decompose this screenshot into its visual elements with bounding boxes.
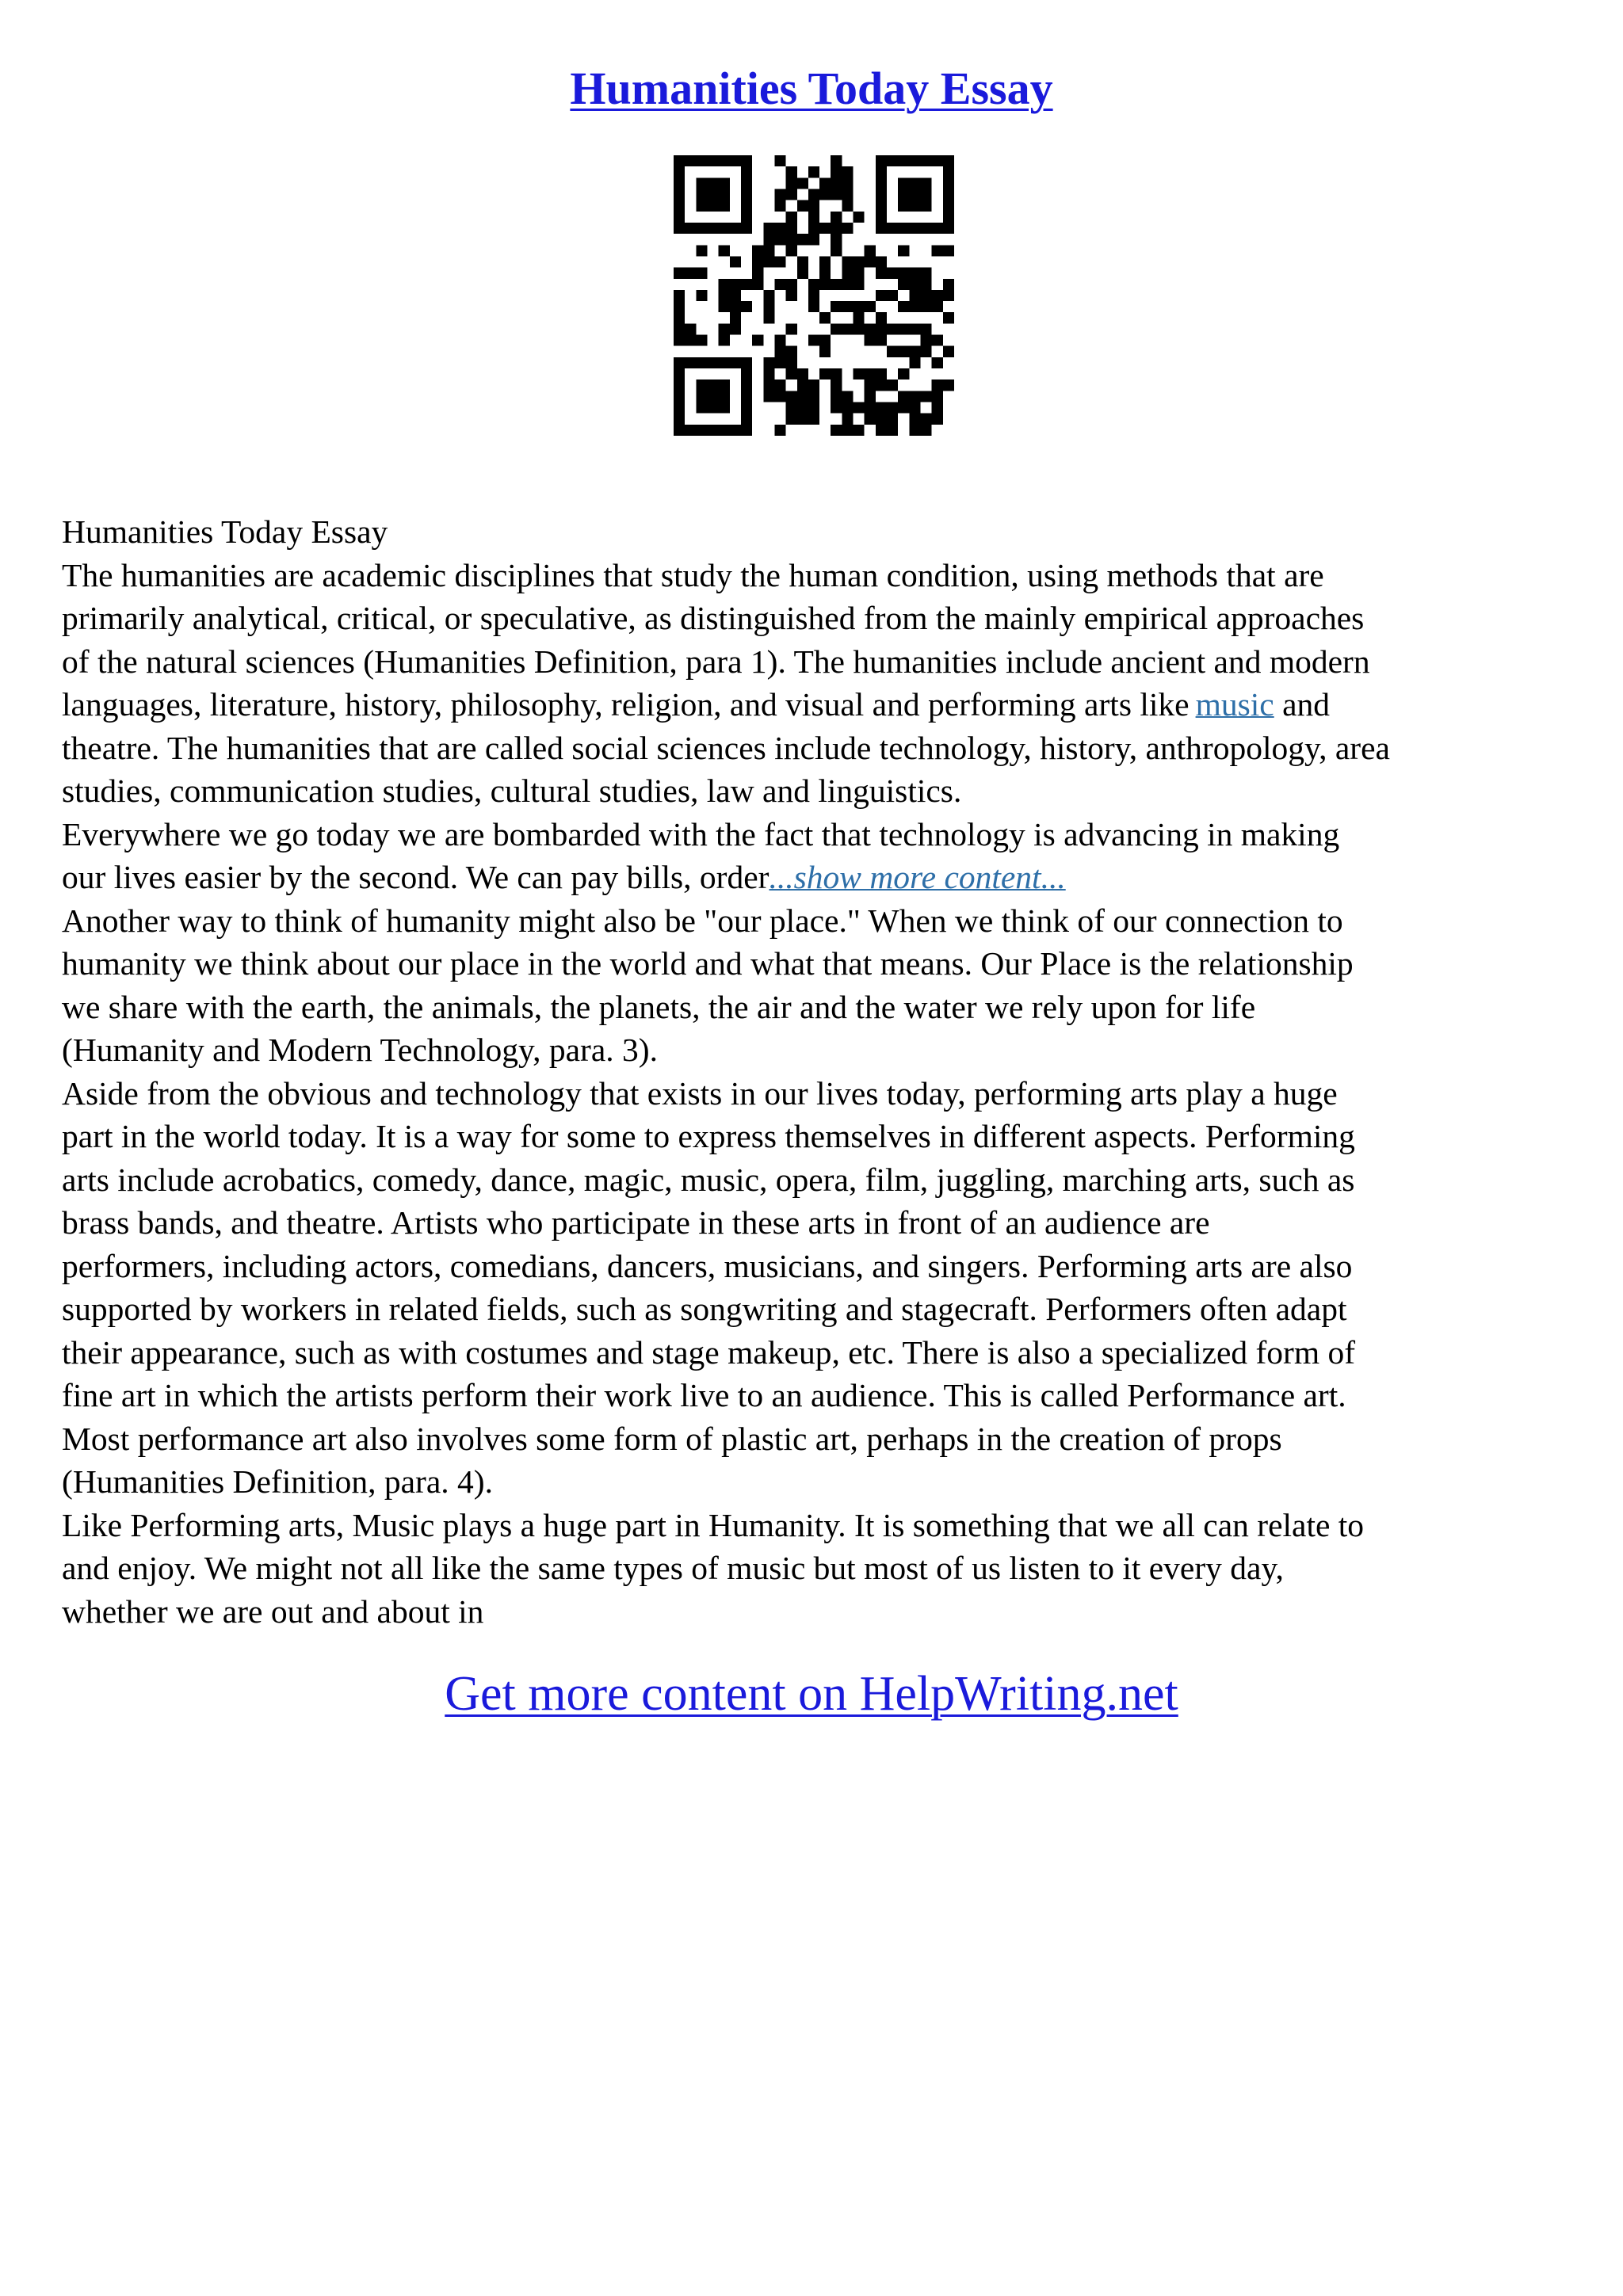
paragraph-3 — [62, 899, 1568, 1072]
text-line: we share with the earth, the animals, the planets, the air and the water we rely upon for life — [62, 988, 1256, 1025]
qr-code-icon — [674, 155, 954, 436]
footer — [0, 1664, 1623, 1724]
paragraph-5 — [62, 1504, 1568, 1634]
text-line: fine art in which the artists perform their work live to an audience. This is called Performance art. — [62, 1377, 1346, 1413]
show-more-link[interactable]: ...show more content... — [769, 859, 1066, 895]
text-line — [62, 683, 1568, 727]
text-line: whether we are out and about in — [62, 1592, 484, 1630]
paragraph-4 — [62, 1072, 1568, 1504]
essay-heading: Humanities Today Essay — [62, 513, 388, 550]
text-line: Another way to think of humanity might also be "our place." When we think of our connection to — [62, 902, 1343, 939]
paragraph-2 — [62, 813, 1568, 899]
text-line: arts include acrobatics, comedy, dance, magic, music, opera, film, juggling, marching arts, such as — [62, 1161, 1355, 1198]
text-line: Most performance art also involves some form of plastic art, perhaps in the creation of props — [62, 1420, 1282, 1457]
helpwriting-link[interactable]: Get more content on HelpWriting.net — [445, 1667, 1178, 1721]
text-line: (Humanity and Modern Technology, para. 3). — [62, 1032, 658, 1068]
text-line: Everywhere we go today we are bombarded with the fact that technology is advancing in making — [62, 815, 1340, 852]
text-line: supported by workers in related fields, such as songwriting and stagecraft. Performers often adapt — [62, 1291, 1347, 1327]
text-segment: our lives easier by the second. We can pay bills, order — [62, 859, 769, 895]
text-segment: and — [1274, 686, 1331, 723]
essay-body — [62, 510, 1568, 1633]
music-link[interactable]: music — [1195, 686, 1274, 723]
text-line: Like Performing arts, Music plays a huge part in Humanity. It is something that we all can relate to — [62, 1506, 1365, 1543]
text-line: primarily analytical, critical, or speculative, as distinguished from the mainly empirical approaches — [62, 600, 1365, 636]
text-line: of the natural sciences (Humanities Definition, para 1). The humanities include ancient and modern — [62, 643, 1370, 680]
text-line: brass bands, and theatre. Artists who participate in these arts in front of an audience are — [62, 1204, 1210, 1241]
text-line: performers, including actors, comedians, dancers, musicians, and singers. Performing arts are also — [62, 1247, 1353, 1284]
text-line: studies, communication studies, cultural studies, law and linguistics. — [62, 772, 962, 809]
text-line: humanity we think about our place in the world and what that means. Our Place is the relationship — [62, 945, 1354, 982]
text-segment: languages, literature, history, philosophy, religion, and visual and performing arts like — [62, 686, 1190, 723]
text-line: Aside from the obvious and technology that exists in our lives today, performing arts play a huge — [62, 1074, 1338, 1112]
page-title — [0, 60, 1623, 117]
text-line: (Humanities Definition, para. 4). — [62, 1463, 493, 1500]
text-line — [62, 856, 1568, 899]
title-link[interactable]: Humanities Today Essay — [570, 63, 1053, 114]
paragraph-1 — [62, 554, 1568, 813]
text-line: part in the world today. It is a way for some to express themselves in different aspects. Performing — [62, 1118, 1355, 1154]
text-line: The humanities are academic disciplines that study the human condition, using methods that are — [62, 556, 1324, 593]
text-line: their appearance, such as with costumes and stage makeup, etc. There is also a specialized form of — [62, 1333, 1356, 1371]
text-line: and enjoy. We might not all like the same types of music but most of us listen to it every day, — [62, 1550, 1284, 1586]
text-line: theatre. The humanities that are called social sciences include technology, history, anthropology, area — [62, 729, 1390, 766]
